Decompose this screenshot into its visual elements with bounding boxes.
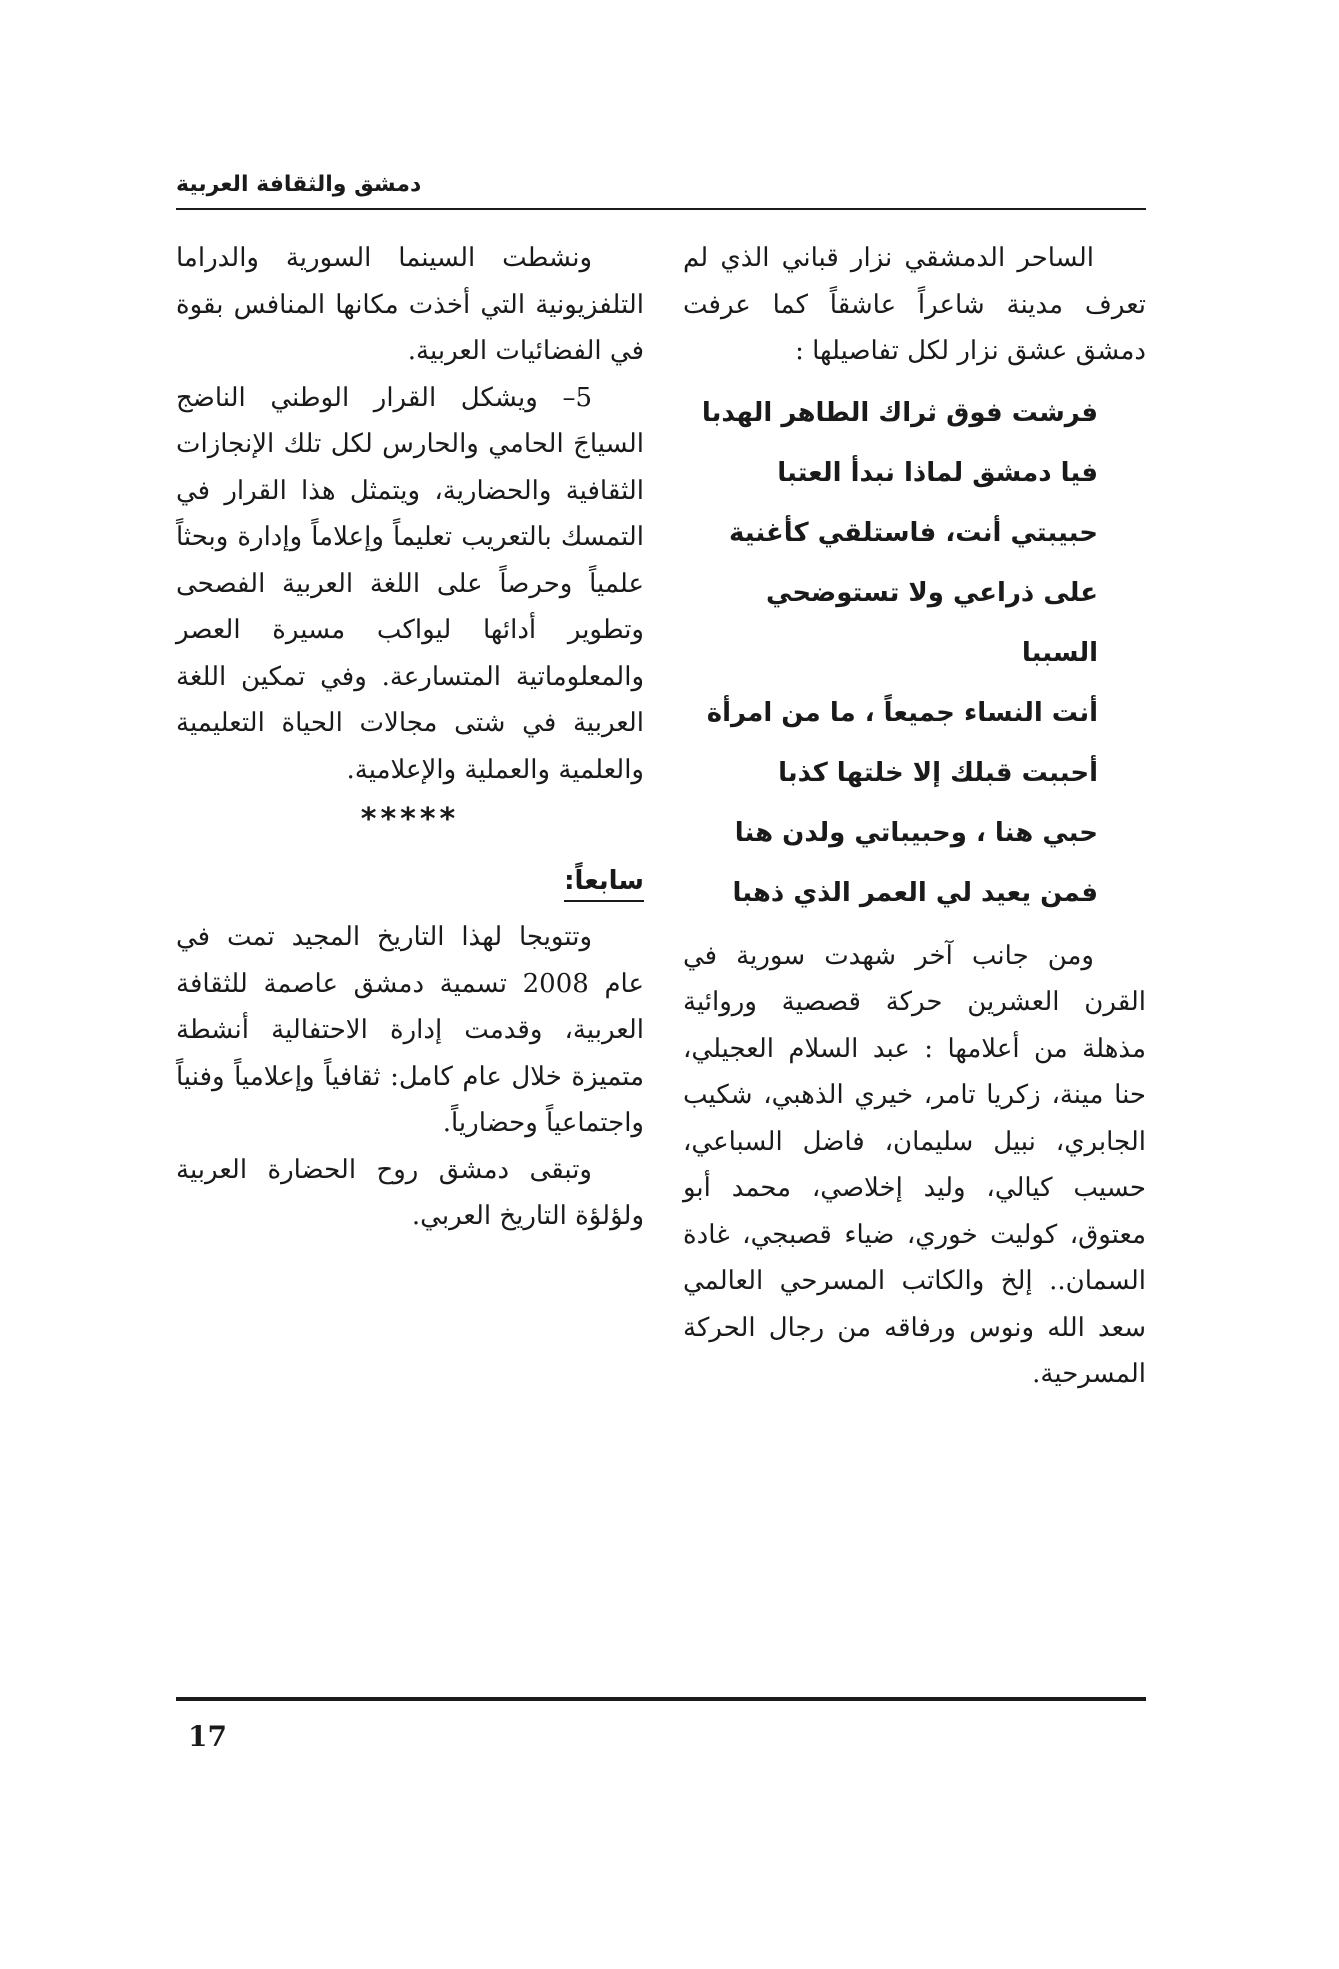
poem (683, 383, 1146, 923)
closing-paragraph: وتبقى دمشق روح الحضارة العربية ولؤلؤة التاريخ العربي. (176, 1154, 644, 1231)
section-heading-text: سابعاً: (564, 866, 644, 902)
section-heading (176, 858, 644, 905)
poem-verse: أنت النساء جميعاً ، ما من امرأة (706, 697, 1098, 728)
poem-verse: حبيبتي أنت، فاستلقي كأغنية (729, 517, 1098, 548)
page-number: 17 (188, 1720, 227, 1753)
footer-rule (176, 1697, 1146, 1701)
section-separator: ***** (360, 802, 460, 837)
left-column (176, 235, 644, 1240)
right-column (683, 235, 1146, 1398)
national-decision-paragraph: 5– ويشكل القرار الوطني الناضج السياجَ الحامي والحارس لكل تلك الإنجازات الثقافية والحضارية، ويتمثل هذا القرار في التمسك بالتعريب تعليماً وإعلاماً وإدارة وبحثاً علمياً وحرصاً على اللغة العربية الفصحى وتطوير أدائها ليواكب مسيرة العصر والمعلوماتية المتسارعة. وفي تمكين اللغة العربية في شتى مجالات الحياة التعليمية والعلمية والعملية والإعلامية. (176, 382, 644, 785)
capital-of-culture-paragraph: وتتويجا لهذا التاريخ المجيد تمت في عام 2008 تسمية دمشق عاصمة للثقافة العربية، وقدمت إدارة الاحتفالية أنشطة متميزة خلال عام كامل: ثقافياً وإعلامياً وفنياً واجتماعياً وحضارياً. (176, 922, 644, 1138)
book-title: دمشق والثقافة العربية (176, 172, 422, 197)
poem-verse: على ذراعي ولا تستوضحي السببا (766, 577, 1098, 668)
poem-verse: فيا دمشق لماذا نبدأ العتبا (777, 457, 1098, 488)
poem-verse: أحببت قبلك إلا خلتها كذبا (778, 757, 1098, 788)
cinema-paragraph: ونشطت السينما السورية والدراما التلفزيونية التي أخذت مكانها المنافس بقوة في الفضائيات العربية. (176, 243, 644, 366)
poem-verse: فرشت فوق ثراك الطاهر الهدبا (701, 397, 1098, 428)
poem-verse: فمن يعيد لي العمر الذي ذهبا (732, 877, 1098, 908)
intro-paragraph: الساحر الدمشقي نزار قباني الذي لم تعرف مدينة شاعراً عاشقاً كما عرفت دمشق عشق نزار لكل تفاصيلها : (683, 243, 1146, 366)
poem-verse: حبي هنا ، وحبيباتي ولدن هنا (734, 817, 1098, 848)
running-header (176, 168, 1146, 210)
literary-movement-paragraph: ومن جانب آخر شهدت سورية في القرن العشرين حركة قصصية وروائية مذهلة من أعلامها : عبد السلام العجيلي، حنا مينة، زكريا تامر، خيري الذهبي، شكيب الجابري، نبيل سليمان، فاضل السباعي، حسيب كيالي، وليد إخلاصي، محمد أبو معتوق، كوليت خوري، ضياء قصبجي، غادة السمان.. إلخ والكاتب المسرحي العالمي سعد الله ونوس ورفاقه من رجال الحركة المسرحية. (683, 940, 1146, 1389)
